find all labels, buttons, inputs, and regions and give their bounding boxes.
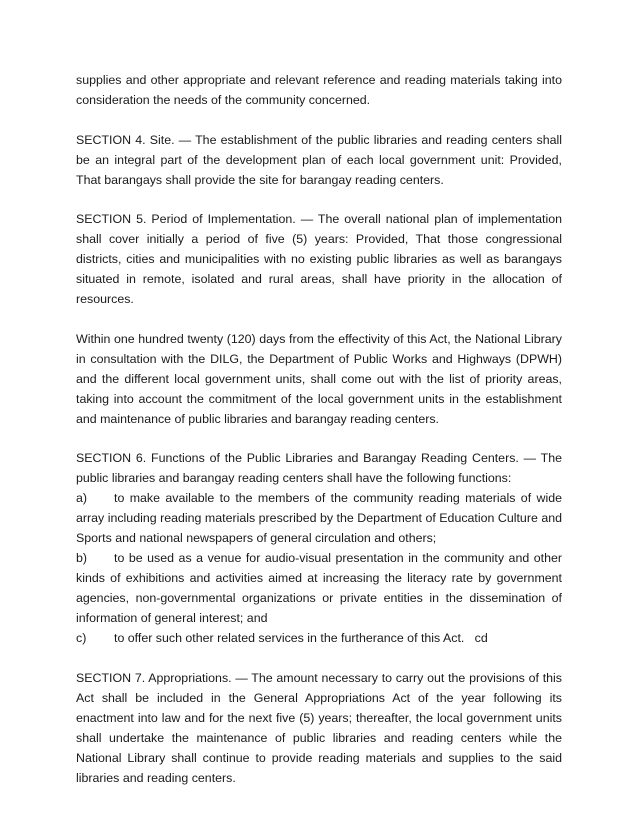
function-item-text: to be used as a venue for audio-visual presentation in the community and other kinds of exhibitions and activities aimed at increasing the literacy rate by government agencies, non-governmental organizations or private entities in the dissemination of information of general interest; and	[76, 551, 562, 625]
section-6-functions	[76, 448, 562, 648]
document-body	[76, 70, 562, 807]
paragraph-continuation: supplies and other appropriate and relevant reference and reading materials taking into consideration the needs of the community concerned.	[76, 73, 562, 107]
function-item-text: to offer such other related services in the furtherance of this Act. cd	[114, 631, 488, 645]
paragraph-priority-areas: Within one hundred twenty (120) days from the effectivity of this Act, the National Library in consultation with the DILG, the Department of Public Works and Highways (DPWH) and the different local government units, shall come out with the list of priority areas, taking into account the commitment of the local government units in the establishment and maintenance of public libraries and barangay reading centers.	[76, 331, 562, 426]
function-item-label: c)	[76, 631, 87, 645]
section-7-appropriations: SECTION 7. Appropriations. — The amount necessary to carry out the provisions of this Act shall be included in the General Appropriations Act of the year following its enactment into law and for the next five (5) years; thereafter, the local government units shall undertake the maintenance of public libraries and reading centers while the National Library shall continue to provide reading materials and supplies to the said libraries and reading centers.	[76, 670, 562, 785]
function-item-a	[76, 488, 562, 548]
function-item-text: to make available to the members of the community reading materials of wide array including reading materials prescribed by the Department of Education Culture and Sports and national newspapers of general circulation and others;	[76, 491, 562, 545]
section-6-intro: SECTION 6. Functions of the Public Libraries and Barangay Reading Centers. — The public libraries and barangay reading centers shall have the following functions:	[76, 451, 562, 485]
function-item-c	[76, 628, 562, 648]
function-item-b	[76, 548, 562, 628]
function-item-label: b)	[76, 551, 88, 565]
section-4-site: SECTION 4. Site. — The establishment of the public libraries and reading centers shall be an integral part of the development plan of each local government unit: Provided, That barangays shall provide the site for barangay reading centers.	[76, 132, 562, 187]
section-5-period-of-implementation: SECTION 5. Period of Implementation. — The overall national plan of implementation shall cover initially a period of five (5) years: Provided, That those congressional districts, cities and municipalities with no existing public libraries as well as barangays situated in remote, isolated and rural areas, shall have priority in the allocation of resources.	[76, 212, 562, 306]
function-item-label: a)	[76, 491, 88, 505]
